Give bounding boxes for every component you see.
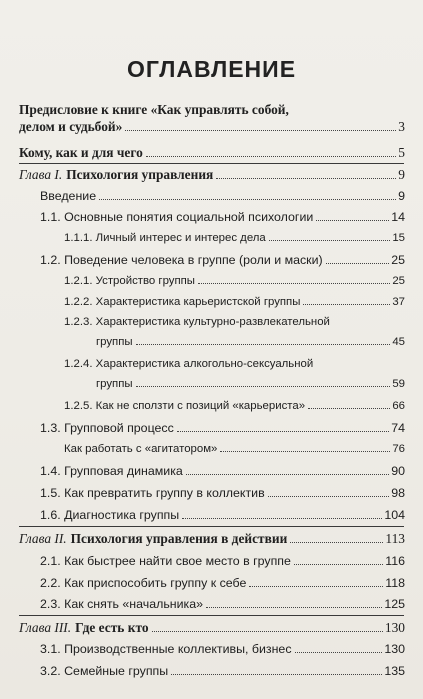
toc-entry-text-line1: 1.2.4. Характеристика алкогольно-сексуальной <box>64 358 314 370</box>
toc-page-number: 9 <box>398 167 405 182</box>
dot-leader <box>303 304 390 305</box>
dot-leader <box>326 263 390 264</box>
toc-entry-introduction[interactable] <box>40 188 405 205</box>
dot-leader <box>216 178 396 179</box>
toc-entry-text-line2: группы <box>96 378 133 390</box>
dot-leader <box>177 431 389 432</box>
toc-entry-1-3[interactable] <box>40 420 405 437</box>
toc-entry-2-1[interactable] <box>40 553 405 570</box>
dot-leader <box>136 344 391 345</box>
toc-entry-preface[interactable] <box>19 101 405 135</box>
toc-entry-text-line1: Предисловие к книге «Как управлять собой, <box>19 102 289 117</box>
toc-page-number: 9 <box>398 189 405 203</box>
toc-page-number: 113 <box>385 531 405 546</box>
page-title: ОГЛАВЛЕНИЕ <box>126 56 297 82</box>
dot-leader <box>249 586 383 587</box>
toc-entry-text-line2: группы <box>96 336 133 348</box>
dot-leader <box>146 156 396 157</box>
toc-page-number: 118 <box>385 576 405 590</box>
dot-leader <box>198 283 390 284</box>
dot-leader <box>186 474 389 475</box>
toc-entry-text-line2: делом и судьбой» <box>19 119 123 134</box>
dot-leader <box>152 631 383 632</box>
toc-page-number: 66 <box>392 400 405 412</box>
toc-page-number: 90 <box>391 464 405 478</box>
toc-entry-1-2-3[interactable] <box>64 314 405 351</box>
dot-leader <box>294 564 383 565</box>
dot-leader <box>295 652 383 653</box>
toc-page-number: 135 <box>384 664 405 678</box>
toc-entry-text: 2.2. Как приспособить группу к себе <box>40 576 247 590</box>
toc-entry-1-6[interactable] <box>40 507 405 524</box>
toc-page-number: 25 <box>392 275 405 287</box>
toc-entry-text: 1.2.1. Устройство группы <box>64 275 195 287</box>
toc-entry-text: 1.1. Основные понятия социальной психологии <box>40 210 314 224</box>
dot-leader <box>290 542 383 543</box>
toc-entry-chapter-1[interactable] <box>19 166 405 183</box>
section-divider <box>19 526 404 527</box>
toc-entry-text: 1.6. Диагностика группы <box>40 508 180 522</box>
toc-page-number: 5 <box>398 145 405 160</box>
chapter-label: Глава II. <box>19 531 67 546</box>
toc-entry-2-3[interactable] <box>40 596 405 613</box>
toc-entry-text: 1.4. Групповая динамика <box>40 464 183 478</box>
toc-page-number: 98 <box>391 486 405 500</box>
toc-entry-text: Кому, как и для чего <box>19 145 143 160</box>
toc-entry-text: Где есть кто <box>75 620 149 635</box>
toc-entry-chapter-2[interactable] <box>19 530 405 547</box>
toc-entry-text: Психология управления в действии <box>70 531 288 546</box>
toc-page-number: 37 <box>392 296 405 308</box>
toc-page-number: 125 <box>384 597 405 611</box>
toc-entry-text: 1.1.1. Личный интерес и интерес дела <box>64 232 266 244</box>
toc-entry-3-1[interactable] <box>40 641 405 658</box>
toc-page-number: 14 <box>391 210 405 224</box>
toc-page-number: 130 <box>384 642 405 656</box>
toc-entry-intro[interactable] <box>19 144 405 161</box>
toc-entry-chapter-3[interactable] <box>19 619 405 636</box>
toc-page-number: 59 <box>392 378 405 390</box>
toc-entry-1-2-5[interactable] <box>64 398 405 415</box>
toc-page-number: 130 <box>384 620 405 635</box>
toc-entry-text-line1: 1.2.3. Характеристика культурно-развлекательной <box>64 316 330 328</box>
dot-leader <box>171 674 382 675</box>
toc-entry-1-4[interactable] <box>40 463 405 480</box>
toc-page-number: 25 <box>391 253 405 267</box>
toc-entry-3-2[interactable] <box>40 663 405 680</box>
toc-entry-1-5[interactable] <box>40 485 405 502</box>
toc-entry-text: 2.3. Как снять «начальника» <box>40 597 204 611</box>
toc-page-number: 116 <box>385 554 405 568</box>
toc-entry-text: Психология управления <box>66 167 214 182</box>
toc-entry-1-2-1[interactable] <box>64 273 405 290</box>
toc-entry-1-2-4[interactable] <box>64 356 405 393</box>
chapter-label: Глава III. <box>19 620 72 635</box>
toc-page-number: 76 <box>392 443 405 455</box>
toc-page-number: 74 <box>391 421 405 435</box>
dot-leader <box>268 496 390 497</box>
dot-leader <box>316 220 389 221</box>
toc-entry-text: 1.2. Поведение человека в группе (роли и маски) <box>40 253 323 267</box>
chapter-label: Глава I. <box>19 167 63 182</box>
toc-entry-text: 1.5. Как превратить группу в коллектив <box>40 486 265 500</box>
dot-leader <box>136 386 391 387</box>
toc-page-number: 104 <box>384 508 405 522</box>
section-divider <box>19 163 404 164</box>
toc-entry-text: 2.1. Как быстрее найти свое место в группе <box>40 554 291 568</box>
dot-leader <box>220 451 390 452</box>
dot-leader <box>269 240 391 241</box>
toc-entry-2-2[interactable] <box>40 575 405 592</box>
toc-entry-text: Как работать с «агитатором» <box>64 443 218 455</box>
toc-entry-text: Введение <box>40 189 97 203</box>
dot-leader <box>125 130 396 131</box>
toc-entry-1-2-2[interactable] <box>64 294 405 311</box>
dot-leader <box>308 408 390 409</box>
toc-entry-1-1-1[interactable] <box>64 230 405 247</box>
toc-page-number: 15 <box>392 232 405 244</box>
toc-entry-text: 3.2. Семейные группы <box>40 664 169 678</box>
section-divider <box>19 615 404 616</box>
dot-leader <box>182 518 382 519</box>
toc-entry-text: 3.1. Производственные коллективы, бизнес <box>40 642 292 656</box>
toc-entry-1-2[interactable] <box>40 252 405 269</box>
dot-leader <box>206 607 382 608</box>
toc-entry-agitator[interactable] <box>64 441 405 458</box>
toc-entry-1-1[interactable] <box>40 209 405 226</box>
toc-entry-text: 1.2.2. Характеристика карьеристской группы <box>64 296 301 308</box>
toc-page-number: 45 <box>392 336 405 348</box>
toc-entry-text: 1.3. Групповой процесс <box>40 421 174 435</box>
toc-entry-text: 1.2.5. Как не сползти с позиций «карьериста» <box>64 400 306 412</box>
dot-leader <box>99 199 396 200</box>
toc-page-number: 3 <box>398 119 405 134</box>
